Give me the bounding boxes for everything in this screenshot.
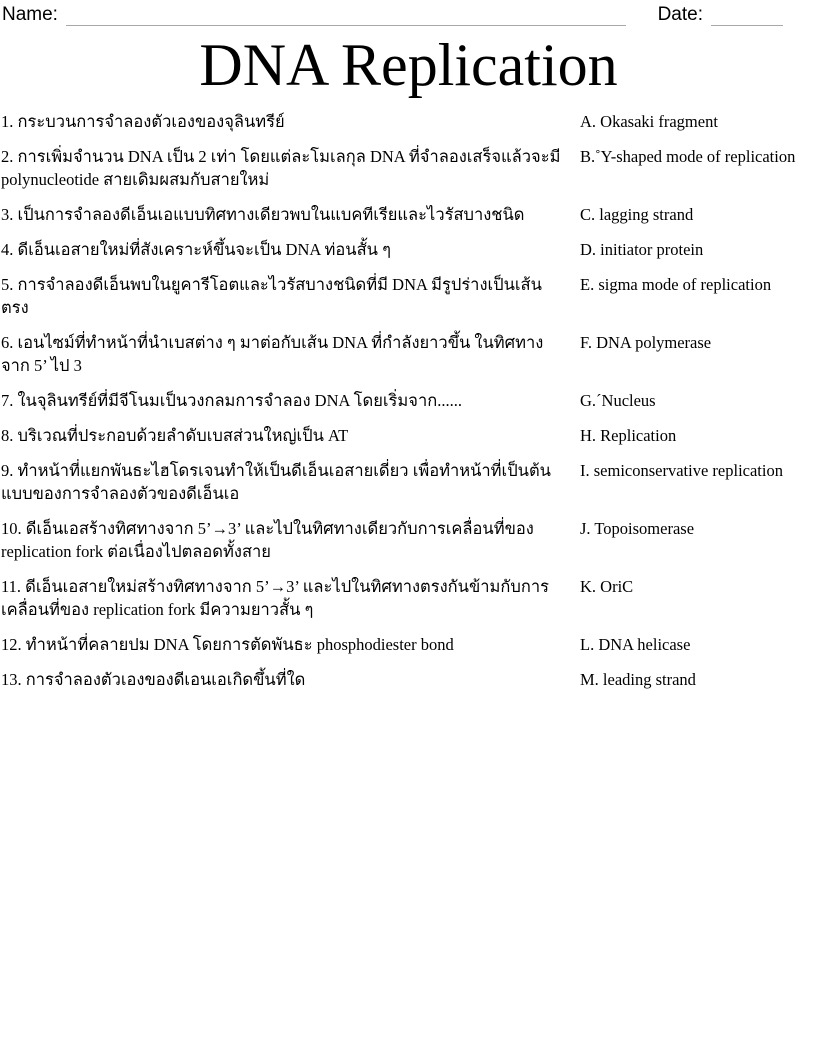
page-title: DNA Replication	[199, 32, 618, 98]
answer-item: A. Okasaki fragment	[580, 112, 718, 131]
matching-row	[1, 145, 816, 191]
answer-item: M. leading strand	[580, 670, 696, 689]
answer-item: D. initiator protein	[580, 240, 704, 259]
worksheet-header	[1, 0, 816, 26]
question-item: 3. เป็นการจำลองดีเอ็นเอแบบทิศทางเดียวพบในแบคทีเรียและไวรัสบางชนิด	[1, 205, 525, 224]
matching-row	[1, 331, 816, 377]
answer-item: B.˚Y-shaped mode of replication	[580, 147, 796, 166]
name-label: Name:	[2, 4, 58, 25]
matching-row	[1, 203, 816, 226]
answer-item: I. semiconservative replication	[580, 461, 783, 480]
question-item: 9. ทำหน้าที่แยกพันธะไฮโดรเจนทำให้เป็นดีเอ็นเอสายเดี่ยว เพื่อทำหน้าที่เป็นต้นแบบของการจำลองตัวของดีเอ็นเอ	[1, 461, 551, 503]
matching-row	[1, 238, 816, 261]
question-item: 6. เอนไซม์ที่ทำหน้าที่นำเบสต่าง ๆ มาต่อกับเส้น DNA ที่กำลังยาวขึ้น ในทิศทางจาก 5’ ไป 3	[1, 333, 544, 375]
matching-row	[1, 273, 816, 319]
matching-list	[1, 110, 816, 691]
question-item: 5. การจำลองดีเอ็นพบในยูคารีโอตและไวรัสบางชนิดที่มี DNA มีรูปร่างเป็นเส้นตรง	[1, 275, 542, 317]
question-item: 12. ทำหน้าที่คลายปม DNA โดยการตัดพันธะ phosphodiester bond	[1, 635, 454, 654]
answer-item: C. lagging strand	[580, 205, 694, 224]
answer-item: E. sigma mode of replication	[580, 275, 772, 294]
question-item: 8. บริเวณที่ประกอบด้วยลำดับเบสส่วนใหญ่เป็น AT	[1, 426, 349, 445]
answer-item: J. Topoisomerase	[580, 519, 695, 538]
question-item: 2. การเพิ่มจำนวน DNA เป็น 2 เท่า โดยแต่ละโมเลกุล DNA ที่จำลองเสร็จแล้วจะมี polynucleotide สายเดิมผสมกับสายใหม่	[1, 147, 561, 189]
matching-row	[1, 575, 816, 621]
name-blank-line	[66, 5, 626, 26]
question-item: 13. การจำลองตัวเองของดีเอนเอเกิดขึ้นที่ใด	[1, 670, 306, 689]
answer-item: G.´Nucleus	[580, 391, 656, 410]
matching-row	[1, 517, 816, 563]
matching-row	[1, 424, 816, 447]
question-item: 7. ในจุลินทรีย์ที่มีจีโนมเป็นวงกลมการจำลอง DNA โดยเริ่มจาก......	[1, 391, 462, 410]
answer-item: L. DNA helicase	[580, 635, 691, 654]
question-item: 11. ดีเอ็นเอสายใหม่สร้างทิศทางจาก 5’→3’ และไปในทิศทางตรงกันข้ามกับการเคลื่อนที่ของ replication fork มีความยาวสั้น ๆ	[1, 577, 549, 619]
answer-item: H. Replication	[580, 426, 677, 445]
matching-row	[1, 110, 816, 133]
date-label: Date:	[657, 4, 703, 25]
date-blank-line	[711, 5, 783, 26]
question-item: 10. ดีเอ็นเอสร้างทิศทางจาก 5’→3’ และไปในทิศทางเดียวกับการเคลื่อนที่ของ replication fork ต่อเนื่องไปตลอดทั้งสาย	[1, 519, 534, 561]
question-item: 4. ดีเอ็นเอสายใหม่ที่สังเคราะห์ขึ้นจะเป็น DNA ท่อนสั้น ๆ	[1, 240, 391, 259]
answer-item: F. DNA polymerase	[580, 333, 712, 352]
question-item: 1. กระบวนการจำลองตัวเองของจุลินทรีย์	[1, 112, 285, 131]
matching-row	[1, 459, 816, 505]
answer-item: K. OriC	[580, 577, 634, 596]
matching-row	[1, 389, 816, 412]
matching-row	[1, 633, 816, 656]
matching-row	[1, 668, 816, 691]
